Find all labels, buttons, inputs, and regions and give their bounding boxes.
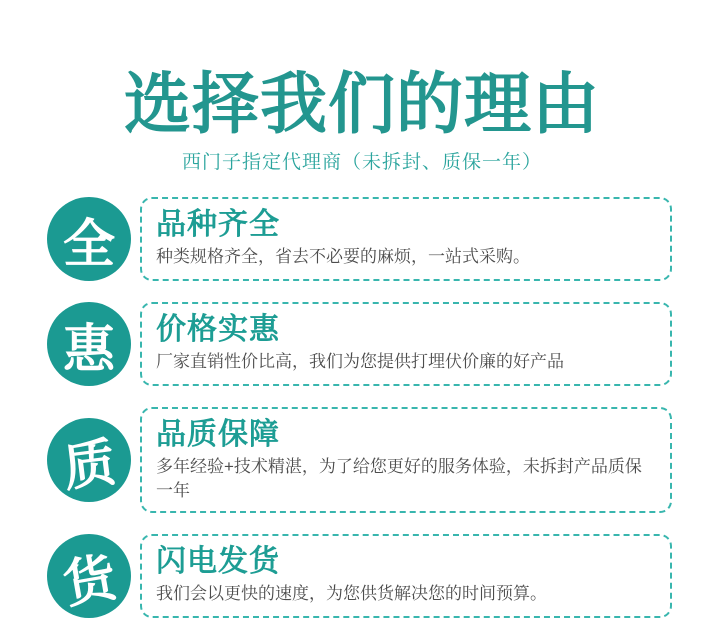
reason-heading: 品种齐全 [156,208,280,241]
reason-row-price [47,302,724,386]
reason-description: 多年经验+技术精湛，为了给您更好的服务体验，未拆封产品质保一年 [156,457,642,500]
badge-circle-quality [47,418,131,502]
badge-circle-delivery [47,534,131,618]
badge-character: 货 [59,548,121,615]
reason-card-price [140,302,672,386]
page-header [0,0,724,176]
reason-card-variety [140,197,672,281]
reason-description: 种类规格齐全，省去不必要的麻烦，一站式采购。 [156,247,530,266]
reason-description: 厂家直销性价比高，我们为您提供打埋伏价廉的好产品 [156,352,564,371]
reason-row-delivery [47,534,724,618]
reason-heading: 价格实惠 [156,313,280,346]
reason-card-quality [140,407,672,513]
page-subtitle: 西门子指定代理商（未拆封、质保一年） [181,152,542,173]
reason-heading: 品质保障 [156,418,280,451]
badge-character: 质 [60,433,120,498]
reason-heading: 闪电发货 [156,545,280,578]
badge-character: 全 [62,215,115,274]
reason-row-variety [47,197,724,281]
reason-row-quality [47,407,724,513]
reason-description: 我们会以更快的速度，为您供货解决您的时间预算。 [156,584,547,603]
badge-circle-variety [47,197,131,281]
reason-sections [0,197,724,618]
badge-circle-price [47,302,131,386]
reason-card-delivery [140,534,672,618]
badge-character: 惠 [62,320,115,379]
page-title: 选择我们的理由 [124,68,600,142]
